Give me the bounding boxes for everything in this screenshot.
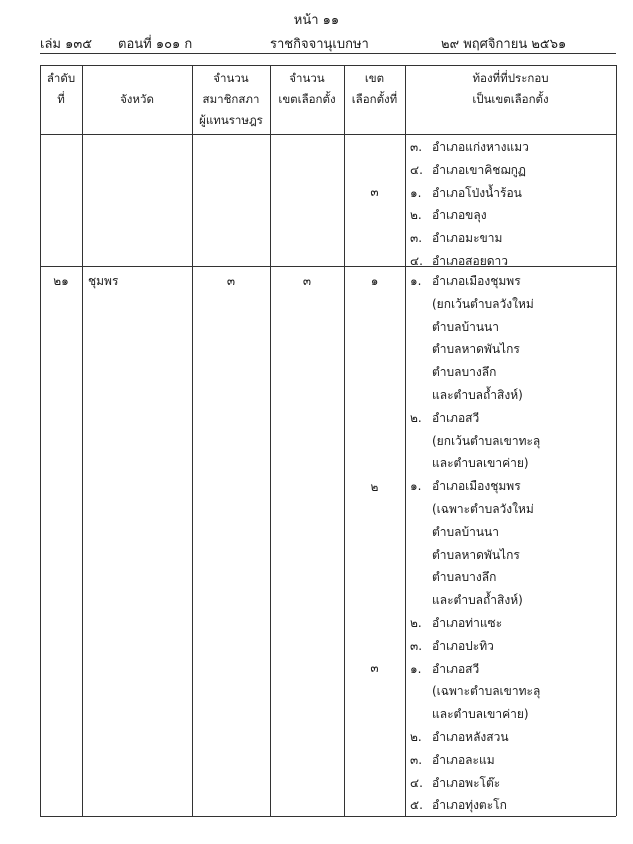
area-item-text: และตำบลถ้ำสิงห์) <box>432 593 523 608</box>
area-item-text: ตำบลหาดพันไกร <box>432 547 520 562</box>
area-item-text: อำเภอท่าแซะ <box>432 615 503 630</box>
area-item-text: อำเภอสวี <box>432 661 480 676</box>
area-item-text: และตำบลเขาค่าย) <box>432 456 529 471</box>
area-item-number: ๕. <box>410 798 423 813</box>
publication-date: ๒๙ พฤศจิกายน ๒๕๖๑ <box>441 37 567 52</box>
area-list <box>410 136 529 273</box>
area-item-number: ๓. <box>410 638 423 653</box>
area-item-text: อำเภอมะขาม <box>432 231 503 246</box>
area-item <box>410 635 540 658</box>
column-header-members: จำนวน สมาชิกสภา ผู้แทนราษฎร <box>199 71 263 127</box>
area-item <box>410 589 540 612</box>
area-item-text: อำเภอหลังสวน <box>432 729 509 744</box>
area-item-number: ๑. <box>410 661 422 676</box>
area-item <box>410 338 540 361</box>
area-item-number: ๑. <box>410 274 422 288</box>
row-divider <box>40 266 616 267</box>
area-item <box>410 475 540 498</box>
area-item-text: ตำบลบางลึก <box>432 570 497 585</box>
area-item <box>410 182 529 205</box>
area-item <box>410 544 540 567</box>
table-top-border <box>40 65 616 66</box>
area-item <box>410 749 540 772</box>
area-item-text: อำเภอปะทิว <box>432 638 494 653</box>
area-item <box>410 521 540 544</box>
area-item-text: อำเภอขลุง <box>432 208 487 223</box>
area-item-number: ๑. <box>410 185 422 200</box>
area-item <box>410 430 540 453</box>
area-item <box>410 316 540 339</box>
column-header-order: ลำดับ ที่ <box>46 71 76 106</box>
col-border <box>405 65 406 816</box>
area-item <box>410 204 529 227</box>
district-number: ๓ <box>370 185 379 199</box>
col-border <box>616 65 617 816</box>
area-item <box>410 703 540 726</box>
column-header-district-no: เขต เลือกตั้งที่ <box>351 71 398 106</box>
col-border <box>344 65 345 816</box>
area-item-text: อำเภอสวี <box>432 410 480 425</box>
area-item-number: ๔. <box>410 253 423 268</box>
member-count: ๓ <box>226 274 236 288</box>
area-item-text: อำเภอสอยดาว <box>432 253 508 268</box>
area-item <box>410 384 540 407</box>
area-item-text: (ยกเว้นตำบลเขาทะลุ <box>432 433 541 448</box>
column-header-districts: จำนวน เขตเลือกตั้ง <box>278 71 336 106</box>
page-number: หน้า ๑๑ <box>293 13 340 28</box>
area-item <box>410 726 540 749</box>
area-item <box>410 680 540 703</box>
area-item <box>410 361 540 384</box>
section-label: ตอนที่ ๑๐๑ ก <box>118 37 193 52</box>
area-list <box>410 270 540 817</box>
area-item-text: อำเภอเมืองชุมพร <box>432 274 521 288</box>
district-number: ๑ <box>370 274 379 288</box>
area-item-text: และตำบลเขาค่าย) <box>432 707 529 722</box>
area-item-number: ๔. <box>410 775 423 790</box>
col-border <box>82 65 83 816</box>
district-count: ๓ <box>302 274 312 288</box>
area-item <box>410 159 529 182</box>
area-item-text: (เฉพาะตำบลเขาทะลุ <box>432 684 541 699</box>
column-header-province: จังหวัด <box>120 92 154 106</box>
header-rule <box>40 53 616 54</box>
area-item-text: อำเภอพะโต๊ะ <box>432 775 501 790</box>
district-number: ๒ <box>370 480 379 494</box>
district-number: ๓ <box>370 661 379 675</box>
area-item <box>410 407 540 430</box>
area-item-text: (ยกเว้นตำบลวังใหม่ <box>432 296 534 311</box>
area-item-number: ๑. <box>410 479 422 494</box>
area-item-number: ๒. <box>410 208 422 223</box>
area-item <box>410 612 540 635</box>
area-item <box>410 270 540 293</box>
col-border <box>40 65 41 816</box>
area-item-text: อำเภอเขาคิชฌกูฏ <box>432 162 526 177</box>
table-header-border <box>40 134 616 135</box>
col-border <box>192 65 193 816</box>
area-item-text: อำเภอเมืองชุมพร <box>432 479 521 494</box>
area-item-number: ๓. <box>410 231 423 246</box>
area-item-text: (เฉพาะตำบลวังใหม่ <box>432 501 534 516</box>
area-item-number: ๓. <box>410 140 423 154</box>
col-border <box>270 65 271 816</box>
area-item-text: อำเภอทุ่งตะโก <box>432 798 507 813</box>
area-item-number: ๓. <box>410 752 423 767</box>
area-item <box>410 227 529 250</box>
area-item <box>410 452 540 475</box>
area-item <box>410 658 540 681</box>
area-item-text: อำเภอแก่งหางแมว <box>432 140 529 154</box>
column-header-areas: ท้องที่ที่ประกอบ เป็นเขตเลือกตั้ง <box>472 71 549 106</box>
area-item <box>410 498 540 521</box>
area-item-text: อำเภอโป่งน้ำร้อน <box>432 185 522 200</box>
area-item-text: ตำบลหาดพันไกร <box>432 342 520 357</box>
area-item <box>410 136 529 159</box>
province-name: ชุมพร <box>88 274 119 288</box>
area-item-number: ๔. <box>410 162 423 177</box>
area-item <box>410 772 540 795</box>
area-item <box>410 566 540 589</box>
area-item-text: ตำบลบ้านนา <box>432 319 500 334</box>
area-item <box>410 293 540 316</box>
gazette-title: ราชกิจจานุเบกษา <box>270 37 369 52</box>
row-order: ๒๑ <box>53 274 69 288</box>
area-item <box>410 794 540 817</box>
volume-label: เล่ม ๑๓๕ <box>40 37 93 52</box>
area-item-text: อำเภอละแม <box>432 752 495 767</box>
area-item-text: และตำบลถ้ำสิงห์) <box>432 387 523 402</box>
area-item-number: ๒. <box>410 615 422 630</box>
area-item-text: ตำบลบางลึก <box>432 365 497 380</box>
area-item-text: ตำบลบ้านนา <box>432 524 500 539</box>
area-item-number: ๒. <box>410 410 422 425</box>
area-item-number: ๒. <box>410 729 422 744</box>
